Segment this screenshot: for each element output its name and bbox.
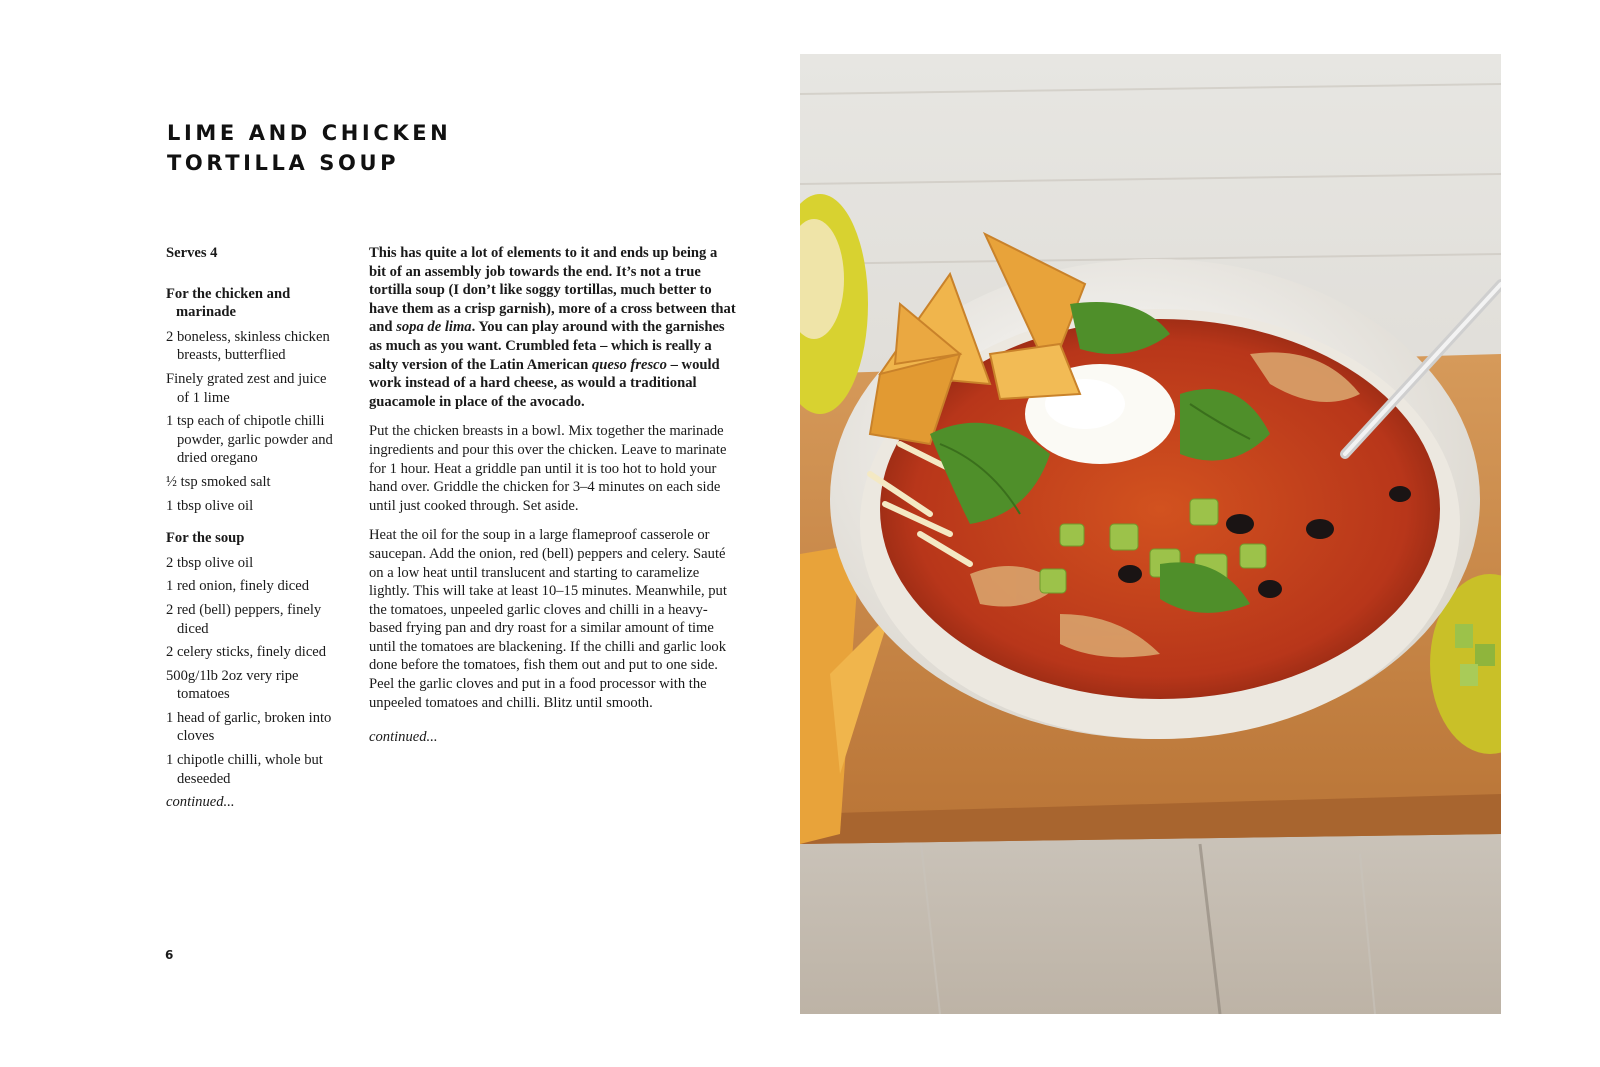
chicken-ingredient-list — [166, 328, 338, 515]
method-step-1: Put the chicken breasts in a bowl. Mix together the marinade ingredients and pour this over the chicken. Leave to marinate for 1 hour. Heat a griddle pan until it is too hot to hold your hand over. Griddle the chicken for 3–4 minutes on each side until just cooked through. Set aside. — [369, 423, 727, 514]
method-continued-note: continued... — [369, 729, 438, 746]
recipe-title — [167, 118, 451, 178]
soup-section-heading: For the soup — [166, 530, 245, 547]
chicken-section-heading: For the chicken and marinade — [166, 285, 291, 321]
serves-label: Serves 4 — [166, 245, 218, 261]
method-step-2: Heat the oil for the soup in a large flameproof casserole or saucepan. Add the onion, red (bell) peppers and celery. Sauté on a low heat until translucent and starting to caramelize lightly. This will take at least 10–15 minutes. Meanwhile, put the tomatoes, unpeeled garlic cloves and chilli in a heavy-based frying pan and dry roast for a similar amount of time until the tomatoes are blackening. If the chilli and garlic look done before the tomatoes, fish them out and put to one side. Peel the garlic cloves and put in a food processor with the unpeeled tomatoes and chilli. Blitz until smooth. — [369, 527, 727, 711]
ingredient-item: 2 boneless, skinless chicken breasts, butterflied — [166, 328, 330, 364]
ingredient-item: 1 chipotle chilli, whole but deseeded — [166, 752, 323, 787]
method-column — [369, 244, 737, 758]
intro-italic-2: queso fresco — [591, 356, 667, 373]
ingredient-item: 1 head of garlic, broken into cloves — [166, 709, 332, 745]
ingredient-item: 1 red onion, finely diced — [166, 578, 310, 595]
ingredient-item: 2 tbsp olive oil — [166, 554, 254, 571]
intro-text-3: – would work instead of a hard cheese, as would a traditional guacamole in place of the avocado. — [369, 356, 720, 410]
ingredient-item: 1 tbsp olive oil — [166, 497, 254, 514]
recipe-title-line-2: TORTILLA SOUP — [167, 151, 400, 175]
intro-text-1: This has quite a lot of elements to it and ends up being a bit of an assembly job towards the end. It’s not a true tortilla soup (I don’t like soggy tortillas, much better to have them as a crisp garnish), more of a cross between that and — [369, 245, 736, 336]
ingredient-item: 500g/1lb 2oz very ripe tomatoes — [166, 667, 299, 703]
ingredient-item: 1 tsp each of chipotle chilli powder, garlic powder and dried oregano — [166, 413, 333, 467]
intro-text-2: . You can play around with the garnishes as much as you want. Crumbled feta – which is really a salty version of the Latin American — [369, 319, 725, 373]
recipe-title-line-1: LIME AND CHICKEN — [167, 121, 452, 145]
ingredient-item: ½ tsp smoked salt — [166, 473, 271, 490]
soup-photo — [800, 54, 1501, 1014]
ingredient-item: Finely grated zest and juice of 1 lime — [166, 370, 327, 406]
soup-ingredient-list — [166, 554, 338, 789]
ingredients-continued-note: continued... — [166, 794, 235, 811]
recipe-intro — [369, 244, 737, 411]
page-number: 6 — [165, 948, 174, 962]
ingredient-item: 2 celery sticks, finely diced — [166, 644, 327, 661]
intro-italic-1: sopa de lima — [396, 319, 472, 336]
ingredient-item: 2 red (bell) peppers, finely diced — [166, 601, 322, 637]
ingredients-column — [166, 244, 338, 812]
